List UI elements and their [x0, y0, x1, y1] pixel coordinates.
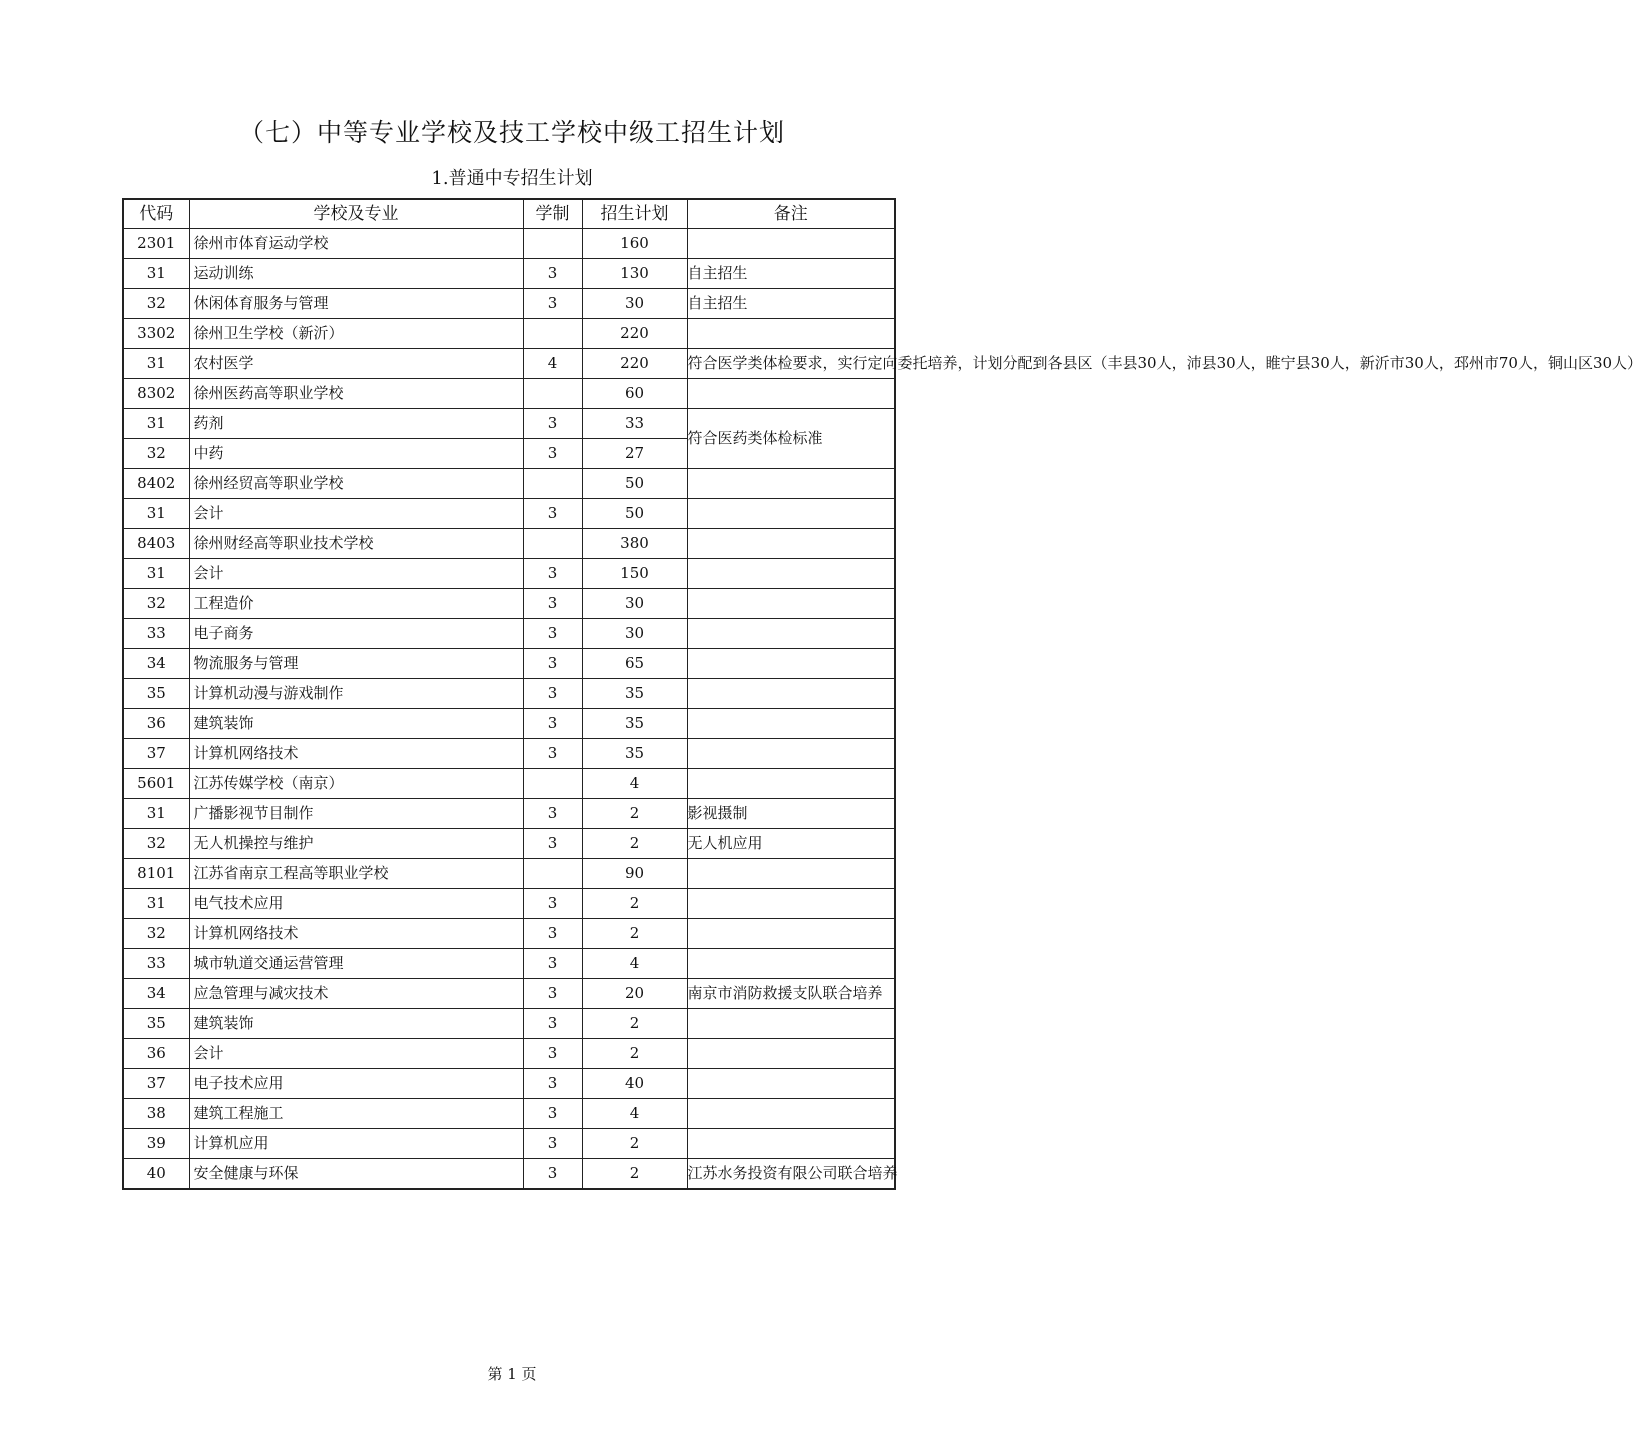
cell-name: 建筑工程施工	[189, 1099, 523, 1129]
table-row	[123, 709, 895, 739]
cell-years: 3	[523, 619, 582, 649]
cell-name: 徐州经贸高等职业学校	[189, 469, 523, 499]
table-row	[123, 229, 895, 259]
cell-plan: 35	[582, 679, 687, 709]
page-title: （七）中等专业学校及技工学校中级工招生计划	[238, 118, 785, 147]
cell-code: 38	[123, 1099, 189, 1129]
cell-years	[523, 769, 582, 799]
cell-code: 34	[123, 979, 189, 1009]
cell-plan: 2	[582, 1159, 687, 1190]
cell-years: 3	[523, 289, 582, 319]
cell-years	[523, 529, 582, 559]
cell-years: 3	[523, 799, 582, 829]
cell-plan: 2	[582, 1129, 687, 1159]
cell-name: 徐州财经高等职业技术学校	[189, 529, 523, 559]
cell-name: 计算机应用	[189, 1129, 523, 1159]
table-row	[123, 1159, 895, 1190]
table-header-row	[123, 199, 895, 229]
cell-code: 32	[123, 919, 189, 949]
cell-name: 电气技术应用	[189, 889, 523, 919]
cell-plan: 4	[582, 949, 687, 979]
table-row	[123, 1069, 895, 1099]
cell-code: 32	[123, 589, 189, 619]
cell-plan: 130	[582, 259, 687, 289]
cell-note	[687, 379, 895, 409]
cell-note: 自主招生	[687, 259, 895, 289]
cell-note	[687, 619, 895, 649]
cell-years: 3	[523, 949, 582, 979]
cell-note	[687, 1039, 895, 1069]
table-row	[123, 1099, 895, 1129]
cell-note	[687, 739, 895, 769]
cell-name: 徐州卫生学校（新沂）	[189, 319, 523, 349]
cell-years: 3	[523, 559, 582, 589]
cell-code: 34	[123, 649, 189, 679]
cell-plan: 4	[582, 1099, 687, 1129]
cell-note: 影视摄制	[687, 799, 895, 829]
cell-plan: 65	[582, 649, 687, 679]
cell-note	[687, 319, 895, 349]
cell-name: 建筑装饰	[189, 1009, 523, 1039]
cell-name: 会计	[189, 499, 523, 529]
table-row	[123, 919, 895, 949]
table-row	[123, 649, 895, 679]
cell-years: 3	[523, 1129, 582, 1159]
cell-plan: 2	[582, 1039, 687, 1069]
cell-name: 药剂	[189, 409, 523, 439]
cell-plan: 220	[582, 349, 687, 379]
table-row	[123, 259, 895, 289]
cell-note	[687, 589, 895, 619]
cell-note: 江苏水务投资有限公司联合培养	[687, 1159, 895, 1190]
cell-note: 符合医药类体检标准	[687, 409, 895, 469]
cell-note	[687, 1009, 895, 1039]
cell-name: 计算机网络技术	[189, 919, 523, 949]
cell-name: 运动训练	[189, 259, 523, 289]
cell-code: 31	[123, 259, 189, 289]
cell-years: 3	[523, 829, 582, 859]
cell-code: 31	[123, 799, 189, 829]
cell-name: 建筑装饰	[189, 709, 523, 739]
cell-name: 江苏传媒学校（南京）	[189, 769, 523, 799]
cell-code: 35	[123, 679, 189, 709]
cell-note: 符合医学类体检要求，实行定向委托培养，计划分配到各县区（丰县30人，沛县30人，睢宁县30人，新沂市30人，邳州市70人，铜山区30人）	[687, 349, 895, 379]
cell-note	[687, 1129, 895, 1159]
cell-code: 40	[123, 1159, 189, 1190]
cell-code: 32	[123, 439, 189, 469]
cell-note	[687, 859, 895, 889]
cell-years: 3	[523, 499, 582, 529]
cell-code: 5601	[123, 769, 189, 799]
cell-years: 3	[523, 1069, 582, 1099]
cell-years	[523, 319, 582, 349]
cell-name: 工程造价	[189, 589, 523, 619]
cell-note	[687, 469, 895, 499]
header-plan: 招生计划	[582, 199, 687, 229]
cell-plan: 27	[582, 439, 687, 469]
table-row	[123, 319, 895, 349]
cell-years: 3	[523, 709, 582, 739]
cell-note	[687, 1099, 895, 1129]
cell-note	[687, 229, 895, 259]
cell-note: 无人机应用	[687, 829, 895, 859]
cell-years: 3	[523, 1159, 582, 1190]
cell-years: 3	[523, 919, 582, 949]
cell-plan: 4	[582, 769, 687, 799]
table-row	[123, 349, 895, 379]
table-row	[123, 769, 895, 799]
header-years: 学制	[523, 199, 582, 229]
table-row	[123, 379, 895, 409]
cell-plan: 380	[582, 529, 687, 559]
table-row	[123, 1039, 895, 1069]
cell-note	[687, 649, 895, 679]
cell-name: 江苏省南京工程高等职业学校	[189, 859, 523, 889]
table-row	[123, 469, 895, 499]
cell-code: 31	[123, 409, 189, 439]
cell-plan: 90	[582, 859, 687, 889]
cell-plan: 2	[582, 1009, 687, 1039]
table-row	[123, 1009, 895, 1039]
header-code: 代码	[123, 199, 189, 229]
cell-name: 农村医学	[189, 349, 523, 379]
cell-code: 33	[123, 949, 189, 979]
cell-code: 8302	[123, 379, 189, 409]
cell-note	[687, 499, 895, 529]
cell-code: 31	[123, 559, 189, 589]
table-row	[123, 559, 895, 589]
cell-plan: 50	[582, 499, 687, 529]
cell-code: 36	[123, 709, 189, 739]
cell-note	[687, 889, 895, 919]
cell-name: 中药	[189, 439, 523, 469]
cell-name: 电子商务	[189, 619, 523, 649]
cell-code: 3302	[123, 319, 189, 349]
cell-code: 31	[123, 349, 189, 379]
cell-plan: 33	[582, 409, 687, 439]
cell-years: 3	[523, 679, 582, 709]
table-row	[123, 949, 895, 979]
cell-note	[687, 529, 895, 559]
cell-years	[523, 229, 582, 259]
table-row	[123, 799, 895, 829]
cell-code: 8403	[123, 529, 189, 559]
cell-name: 徐州市体育运动学校	[189, 229, 523, 259]
section-subtitle: 1.普通中专招生计划	[431, 168, 593, 189]
cell-plan: 2	[582, 829, 687, 859]
cell-plan: 150	[582, 559, 687, 589]
cell-years: 3	[523, 409, 582, 439]
cell-note	[687, 919, 895, 949]
enrollment-plan-table	[122, 198, 1642, 1190]
cell-years: 3	[523, 439, 582, 469]
cell-years: 3	[523, 589, 582, 619]
cell-name: 无人机操控与维护	[189, 829, 523, 859]
cell-note	[687, 949, 895, 979]
cell-plan: 220	[582, 319, 687, 349]
cell-code: 33	[123, 619, 189, 649]
table-row	[123, 529, 895, 559]
cell-years: 3	[523, 739, 582, 769]
cell-name: 应急管理与减灾技术	[189, 979, 523, 1009]
cell-plan: 35	[582, 739, 687, 769]
cell-name: 计算机动漫与游戏制作	[189, 679, 523, 709]
cell-name: 电子技术应用	[189, 1069, 523, 1099]
cell-years: 3	[523, 1039, 582, 1069]
cell-code: 37	[123, 739, 189, 769]
cell-name: 安全健康与环保	[189, 1159, 523, 1190]
cell-name: 会计	[189, 559, 523, 589]
table-row	[123, 1129, 895, 1159]
cell-years: 3	[523, 259, 582, 289]
table-row	[123, 829, 895, 859]
table-row	[123, 979, 895, 1009]
cell-years	[523, 469, 582, 499]
cell-plan: 2	[582, 919, 687, 949]
cell-plan: 2	[582, 799, 687, 829]
cell-name: 计算机网络技术	[189, 739, 523, 769]
cell-plan: 50	[582, 469, 687, 499]
table-row	[123, 889, 895, 919]
cell-note: 南京市消防救援支队联合培养	[687, 979, 895, 1009]
cell-plan: 35	[582, 709, 687, 739]
cell-code: 35	[123, 1009, 189, 1039]
cell-code: 39	[123, 1129, 189, 1159]
table-row	[123, 679, 895, 709]
cell-plan: 30	[582, 589, 687, 619]
cell-plan: 30	[582, 619, 687, 649]
cell-name: 广播影视节目制作	[189, 799, 523, 829]
cell-plan: 40	[582, 1069, 687, 1099]
cell-years: 3	[523, 1009, 582, 1039]
cell-years	[523, 859, 582, 889]
cell-note: 自主招生	[687, 289, 895, 319]
header-school-major: 学校及专业	[189, 199, 523, 229]
cell-code: 36	[123, 1039, 189, 1069]
table-row	[123, 589, 895, 619]
cell-code: 2301	[123, 229, 189, 259]
cell-name: 物流服务与管理	[189, 649, 523, 679]
cell-plan: 60	[582, 379, 687, 409]
cell-plan: 2	[582, 889, 687, 919]
table-row	[123, 289, 895, 319]
cell-years: 3	[523, 1099, 582, 1129]
table-row	[123, 859, 895, 889]
cell-code: 37	[123, 1069, 189, 1099]
cell-plan: 30	[582, 289, 687, 319]
header-note: 备注	[687, 199, 895, 229]
cell-years	[523, 379, 582, 409]
cell-years: 3	[523, 649, 582, 679]
cell-name: 休闲体育服务与管理	[189, 289, 523, 319]
table-row	[123, 619, 895, 649]
cell-plan: 160	[582, 229, 687, 259]
cell-note	[687, 559, 895, 589]
page-number: 第 1 页	[487, 1365, 537, 1383]
cell-years: 4	[523, 349, 582, 379]
cell-note	[687, 1069, 895, 1099]
table-row	[123, 739, 895, 769]
cell-name: 城市轨道交通运营管理	[189, 949, 523, 979]
cell-code: 31	[123, 889, 189, 919]
cell-code: 8101	[123, 859, 189, 889]
cell-years: 3	[523, 979, 582, 1009]
table-row	[123, 499, 895, 529]
table-row	[123, 409, 895, 439]
cell-code: 8402	[123, 469, 189, 499]
cell-note	[687, 679, 895, 709]
cell-years: 3	[523, 889, 582, 919]
cell-code: 32	[123, 829, 189, 859]
cell-code: 32	[123, 289, 189, 319]
cell-note	[687, 769, 895, 799]
cell-name: 徐州医药高等职业学校	[189, 379, 523, 409]
cell-note	[687, 709, 895, 739]
cell-code: 31	[123, 499, 189, 529]
cell-plan: 20	[582, 979, 687, 1009]
cell-name: 会计	[189, 1039, 523, 1069]
